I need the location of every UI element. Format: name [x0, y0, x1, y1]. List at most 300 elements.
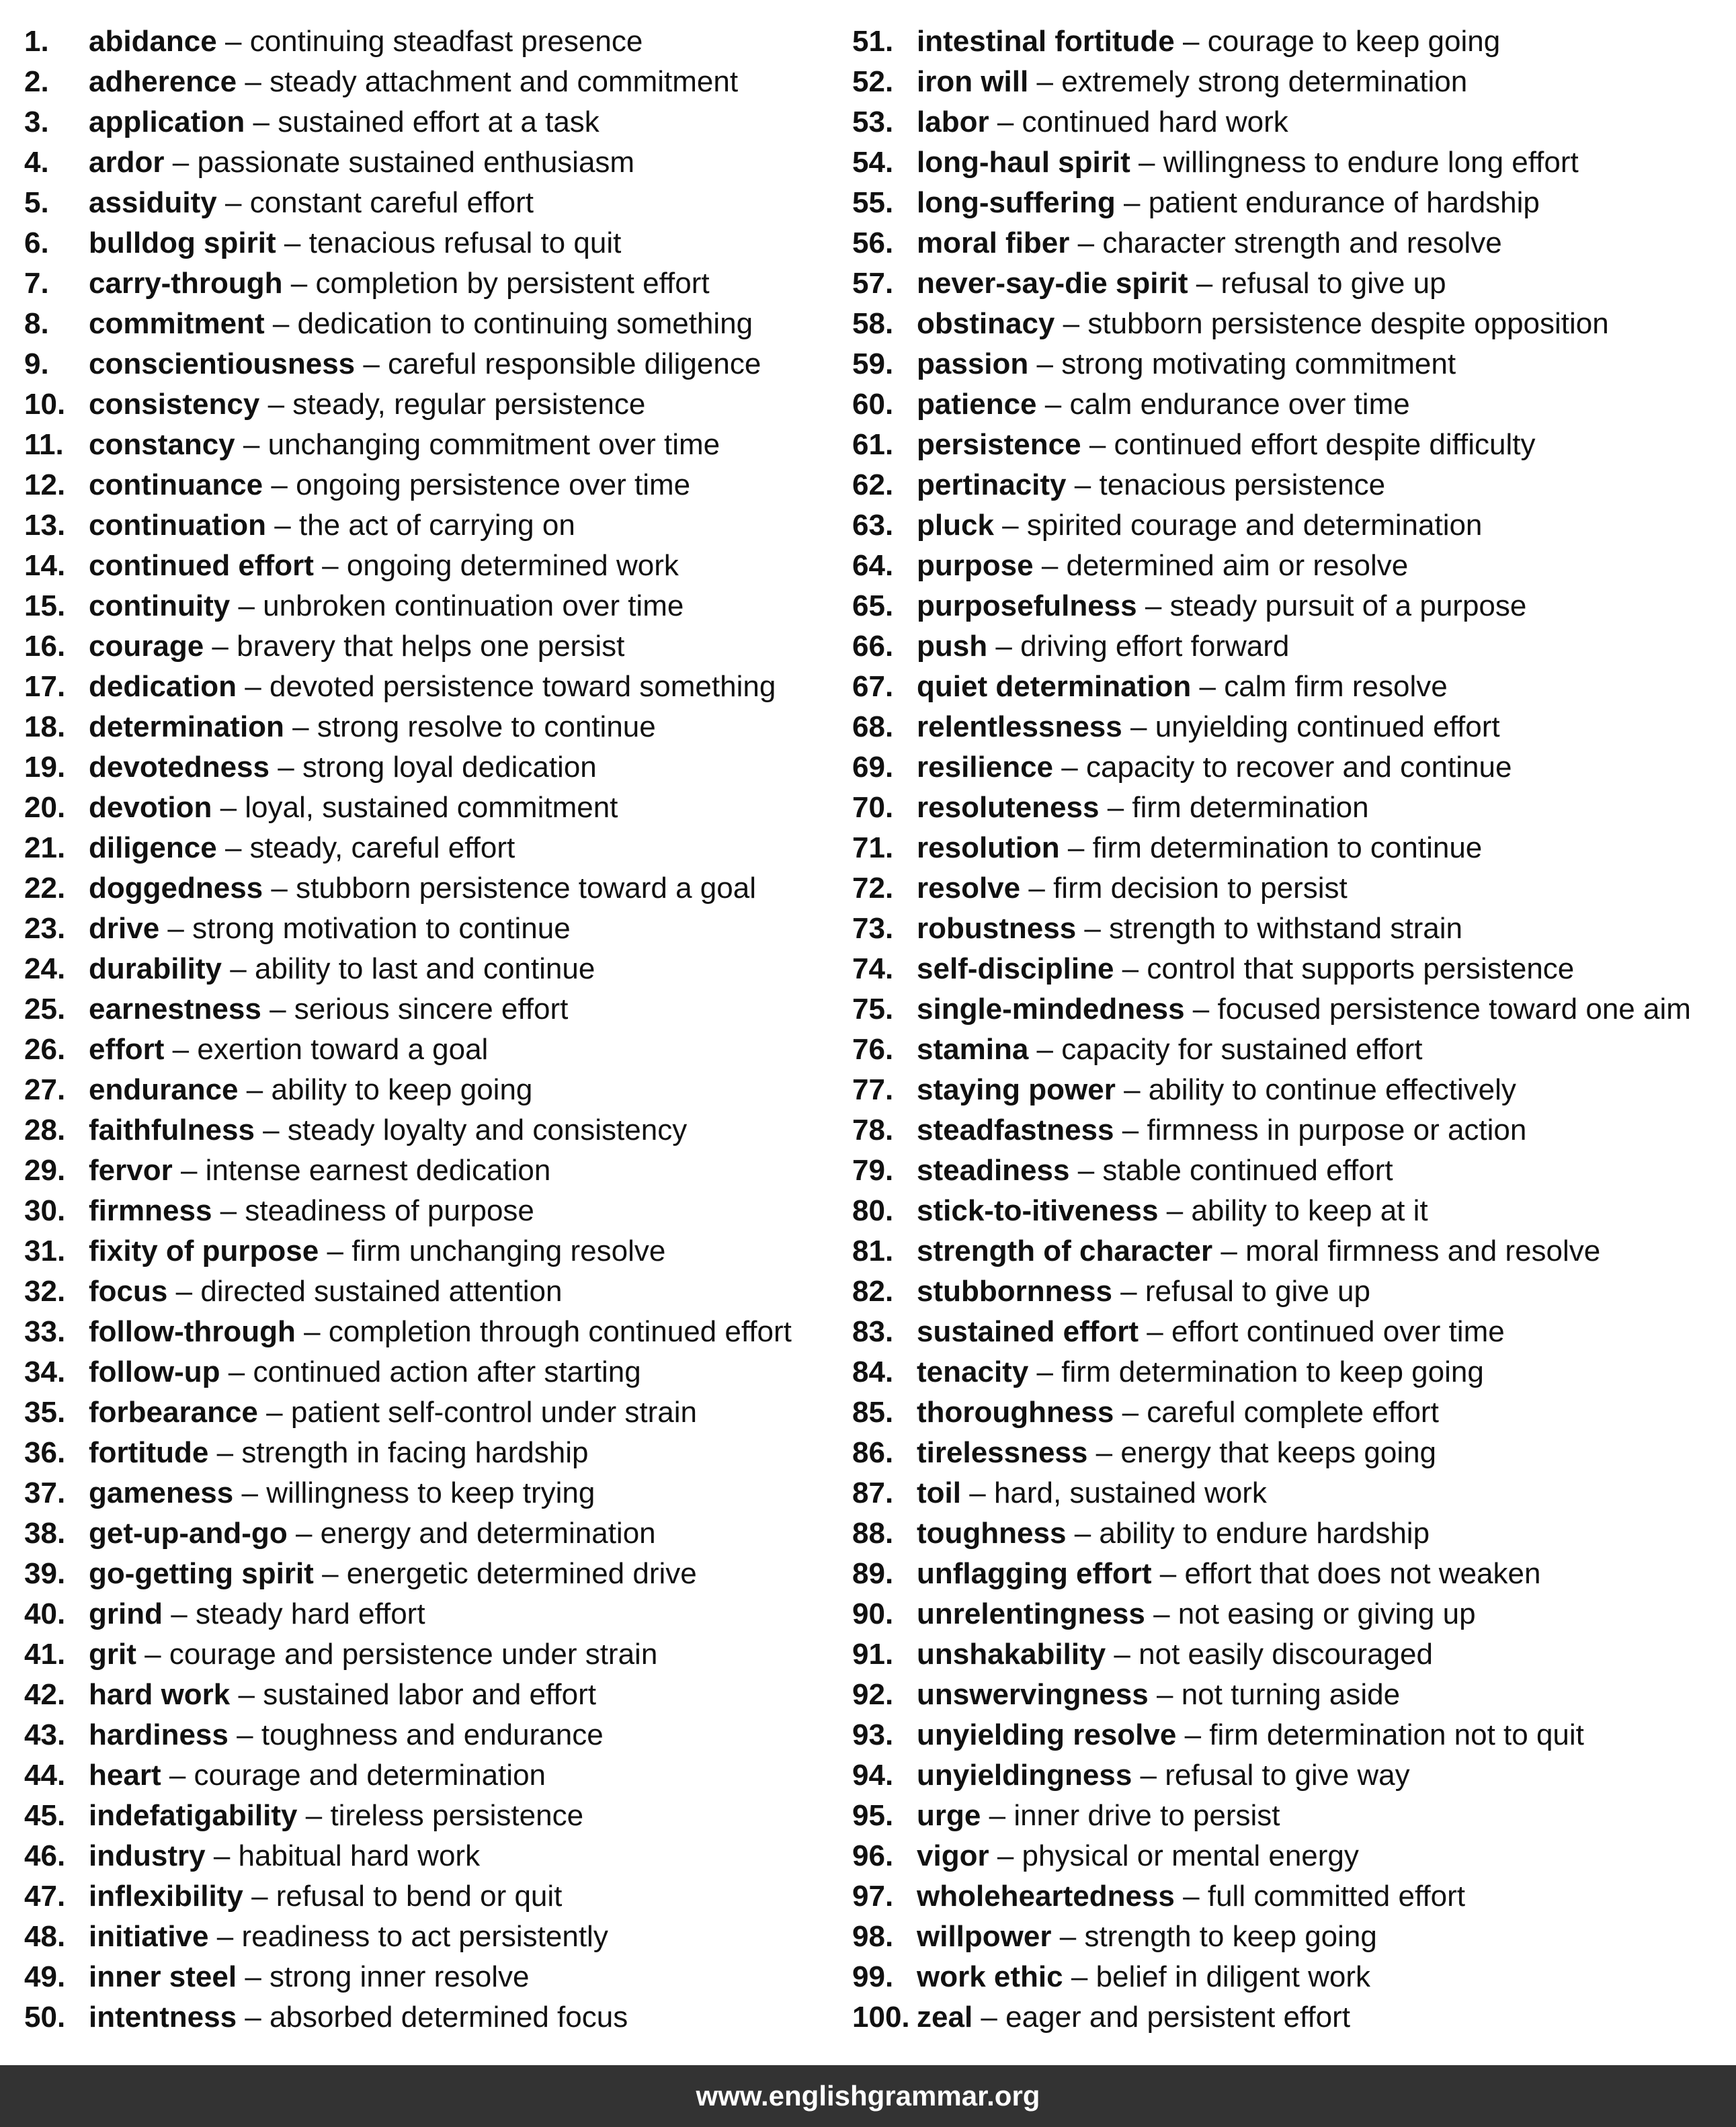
list-item: [24, 384, 831, 425]
item-term: intestinal fortitude: [917, 25, 1175, 58]
item-separator: –: [1145, 589, 1162, 622]
item-definition: spirited courage and determination: [1026, 509, 1483, 542]
item-separator: –: [1140, 1759, 1157, 1792]
item-term: diligence: [89, 831, 217, 864]
item-term: grit: [89, 1638, 136, 1671]
item-number: 97.: [852, 1880, 894, 1913]
list-item: [852, 142, 1726, 183]
list-item: [24, 909, 831, 949]
item-number: 51.: [852, 25, 894, 58]
list-item: [852, 586, 1726, 626]
item-body: [917, 667, 1448, 707]
item-term: quiet determination: [917, 670, 1192, 703]
item-term: courage: [89, 630, 204, 663]
list-item: [24, 586, 831, 626]
item-body: [89, 1796, 583, 1836]
item-separator: –: [995, 630, 1012, 663]
item-term: stubbornness: [917, 1275, 1112, 1308]
item-separator: –: [292, 710, 309, 743]
footer-url: www.englishgrammar.org: [696, 2080, 1040, 2112]
item-definition: stable continued effort: [1102, 1154, 1393, 1187]
item-separator: –: [1184, 1718, 1202, 1751]
item-body: [917, 1473, 1267, 1513]
item-number: 92.: [852, 1678, 894, 1711]
item-separator: –: [997, 1839, 1014, 1872]
item-definition: effort continued over time: [1171, 1315, 1505, 1348]
item-body: [89, 1231, 665, 1271]
item-number: 81.: [852, 1235, 894, 1267]
list-item: [852, 183, 1726, 223]
item-body: [89, 1675, 596, 1715]
item-separator: –: [238, 1678, 255, 1711]
list-item: [852, 62, 1726, 102]
item-body: [917, 142, 1579, 183]
item-body: [89, 1917, 608, 1957]
list-item: [852, 304, 1726, 344]
list-item: [852, 1796, 1726, 1836]
item-body: [89, 1634, 657, 1675]
item-definition: tenacious refusal to quit: [308, 226, 622, 259]
item-body: [917, 1634, 1433, 1675]
item-separator: –: [1074, 1517, 1091, 1550]
item-body: [89, 304, 753, 344]
item-number: 94.: [852, 1759, 894, 1792]
item-number: 18.: [24, 710, 66, 743]
item-definition: firmness in purpose or action: [1147, 1114, 1527, 1146]
item-term: unflagging effort: [917, 1557, 1152, 1590]
item-number: 23.: [24, 912, 66, 945]
item-term: pertinacity: [917, 468, 1067, 501]
item-separator: –: [1159, 1557, 1177, 1590]
item-definition: ability to last and continue: [254, 952, 595, 985]
item-body: [89, 1110, 687, 1151]
item-term: hardiness: [89, 1718, 229, 1751]
item-definition: strength to withstand strain: [1109, 912, 1462, 945]
item-definition: refusal to bend or quit: [276, 1880, 563, 1913]
synonym-list-right-column: [852, 22, 1726, 2038]
list-item: [852, 1715, 1726, 1755]
item-definition: control that supports persistence: [1147, 952, 1575, 985]
list-item: [852, 1594, 1726, 1634]
item-separator: –: [172, 1033, 190, 1066]
list-item: [852, 1312, 1726, 1352]
list-item: [852, 1070, 1726, 1110]
item-body: [917, 1997, 1350, 2038]
item-separator: –: [1041, 549, 1059, 582]
list-item: [24, 1957, 831, 1997]
list-item: [24, 1433, 831, 1473]
item-term: iron will: [917, 65, 1029, 98]
item-separator: –: [1122, 1396, 1139, 1429]
item-body: [917, 546, 1408, 586]
item-number: 21.: [24, 831, 66, 864]
list-item: [852, 1030, 1726, 1070]
item-term: application: [89, 106, 245, 138]
item-number: 53.: [852, 106, 894, 138]
item-number: 52.: [852, 65, 894, 98]
item-definition: ongoing determined work: [346, 549, 679, 582]
item-number: 29.: [24, 1154, 66, 1187]
item-separator: –: [278, 751, 294, 784]
item-separator: –: [245, 1960, 261, 1993]
item-number: 98.: [852, 1920, 894, 1953]
item-definition: readiness to act persistently: [241, 1920, 608, 1953]
item-body: [89, 1957, 529, 1997]
item-number: 88.: [852, 1517, 894, 1550]
item-number: 91.: [852, 1638, 894, 1671]
list-item: [852, 989, 1726, 1030]
item-term: inflexibility: [89, 1880, 243, 1913]
item-number: 16.: [24, 630, 66, 663]
item-separator: –: [284, 226, 301, 259]
list-item: [24, 223, 831, 263]
list-item: [852, 546, 1726, 586]
item-definition: focused persistence toward one aim: [1217, 993, 1691, 1026]
item-body: [89, 1836, 480, 1876]
list-item: [24, 1030, 831, 1070]
list-item: [24, 263, 831, 304]
item-separator: –: [997, 106, 1014, 138]
item-body: [917, 384, 1410, 425]
item-body: [89, 546, 679, 586]
item-term: drive: [89, 912, 160, 945]
item-body: [917, 1554, 1540, 1594]
item-term: purposefulness: [917, 589, 1137, 622]
list-item: [852, 788, 1726, 828]
item-body: [89, 22, 643, 62]
item-number: 64.: [852, 549, 894, 582]
list-item: [852, 505, 1726, 546]
item-number: 11.: [24, 428, 64, 461]
list-item: [852, 626, 1726, 667]
item-number: 32.: [24, 1275, 66, 1308]
list-item: [852, 425, 1726, 465]
item-definition: strong loyal dedication: [302, 751, 597, 784]
list-item: [852, 1513, 1726, 1554]
list-item: [24, 828, 831, 868]
list-item: [24, 1231, 831, 1271]
item-term: resolve: [917, 872, 1021, 905]
item-body: [917, 868, 1348, 909]
item-number: 73.: [852, 912, 894, 945]
item-definition: firm unchanging resolve: [352, 1235, 666, 1267]
item-definition: continuing steadfast presence: [249, 25, 643, 58]
item-body: [89, 1473, 595, 1513]
item-body: [917, 1191, 1428, 1231]
item-number: 15.: [24, 589, 66, 622]
item-term: unswervingness: [917, 1678, 1149, 1711]
item-body: [917, 304, 1609, 344]
item-number: 56.: [852, 226, 894, 259]
list-item: [24, 344, 831, 384]
item-separator: –: [263, 1114, 280, 1146]
list-item: [24, 1836, 831, 1876]
item-body: [89, 102, 600, 142]
item-definition: sustained effort at a task: [278, 106, 600, 138]
item-term: determination: [89, 710, 284, 743]
item-term: self-discipline: [917, 952, 1114, 985]
item-number: 30.: [24, 1194, 66, 1227]
item-body: [917, 22, 1500, 62]
item-separator: –: [224, 25, 242, 58]
list-item: [852, 1231, 1726, 1271]
item-separator: –: [1139, 146, 1155, 179]
item-definition: capacity to recover and continue: [1085, 751, 1512, 784]
item-separator: –: [1192, 993, 1210, 1026]
list-item: [852, 1957, 1726, 1997]
item-body: [89, 989, 568, 1030]
list-item: [852, 667, 1726, 707]
item-body: [917, 1917, 1377, 1957]
item-body: [89, 667, 776, 707]
item-definition: not turning aside: [1181, 1678, 1401, 1711]
item-definition: strength to keep going: [1084, 1920, 1377, 1953]
item-body: [917, 909, 1462, 949]
item-term: moral fiber: [917, 226, 1070, 259]
item-definition: serious sincere effort: [294, 993, 569, 1026]
item-term: relentlessness: [917, 710, 1122, 743]
item-body: [89, 223, 621, 263]
item-definition: steady attachment and commitment: [270, 65, 739, 98]
item-separator: –: [171, 1597, 188, 1630]
item-definition: steady pursuit of a purpose: [1169, 589, 1527, 622]
item-number: 25.: [24, 993, 66, 1026]
item-body: [89, 1191, 534, 1231]
item-number: 20.: [24, 791, 66, 824]
item-number: 74.: [852, 952, 894, 985]
list-item: [24, 1473, 831, 1513]
item-separator: –: [230, 952, 247, 985]
item-definition: tireless persistence: [330, 1799, 584, 1832]
item-term: durability: [89, 952, 222, 985]
item-definition: refusal to give way: [1165, 1759, 1410, 1792]
synonym-list-left-column: [24, 22, 831, 2038]
item-separator: –: [241, 1476, 258, 1509]
item-number: 83.: [852, 1315, 894, 1348]
item-definition: not easing or giving up: [1177, 1597, 1476, 1630]
item-term: steadiness: [917, 1154, 1070, 1187]
item-term: faithfulness: [89, 1114, 255, 1146]
item-definition: ongoing persistence over time: [296, 468, 691, 501]
item-term: go-getting spirit: [89, 1557, 314, 1590]
item-number: 46.: [24, 1839, 66, 1872]
item-body: [89, 505, 575, 546]
item-number: 4.: [24, 146, 49, 179]
item-body: [917, 1271, 1370, 1312]
list-item: [852, 1352, 1726, 1392]
list-item: [852, 828, 1726, 868]
item-definition: devoted persistence toward something: [269, 670, 776, 703]
item-number: 87.: [852, 1476, 894, 1509]
item-term: willpower: [917, 1920, 1052, 1953]
item-number: 70.: [852, 791, 894, 824]
item-separator: –: [969, 1476, 986, 1509]
item-term: toughness: [917, 1517, 1067, 1550]
item-body: [917, 425, 1536, 465]
item-separator: –: [363, 347, 380, 380]
site-footer: [0, 2065, 1736, 2127]
item-body: [89, 626, 624, 667]
item-number: 37.: [24, 1476, 66, 1509]
item-definition: firm determination not to quit: [1209, 1718, 1584, 1751]
item-term: purpose: [917, 549, 1034, 582]
item-body: [89, 1030, 488, 1070]
item-definition: ability to continue effectively: [1148, 1073, 1516, 1106]
list-item: [852, 707, 1726, 747]
list-item: [852, 1755, 1726, 1796]
item-number: 60.: [852, 388, 894, 421]
item-definition: toughness and endurance: [261, 1718, 604, 1751]
list-item: [24, 1151, 831, 1191]
item-definition: unchanging commitment over time: [267, 428, 720, 461]
list-item: [852, 1554, 1726, 1594]
item-definition: strength in facing hardship: [241, 1436, 589, 1469]
item-term: follow-through: [89, 1315, 296, 1348]
item-separator: –: [1130, 710, 1147, 743]
item-body: [89, 1554, 697, 1594]
item-term: ardor: [89, 146, 165, 179]
item-term: devotedness: [89, 751, 270, 784]
item-definition: completion through continued effort: [328, 1315, 792, 1348]
item-body: [89, 707, 656, 747]
item-term: endurance: [89, 1073, 239, 1106]
item-separator: –: [1123, 186, 1141, 219]
item-term: commitment: [89, 307, 265, 340]
item-definition: ability to keep going: [271, 1073, 533, 1106]
list-item: [24, 142, 831, 183]
item-definition: calm firm resolve: [1224, 670, 1448, 703]
item-term: resoluteness: [917, 791, 1100, 824]
item-term: indefatigability: [89, 1799, 298, 1832]
item-term: unshakability: [917, 1638, 1106, 1671]
item-body: [917, 1110, 1526, 1151]
list-item: [852, 1473, 1726, 1513]
item-term: persistence: [917, 428, 1081, 461]
item-separator: –: [245, 670, 261, 703]
item-term: stamina: [917, 1033, 1029, 1066]
list-item: [24, 1312, 831, 1352]
item-number: 2.: [24, 65, 49, 98]
list-item: [852, 1634, 1726, 1675]
item-body: [89, 62, 738, 102]
item-term: unyielding resolve: [917, 1718, 1177, 1751]
item-separator: –: [1077, 226, 1095, 259]
item-number: 24.: [24, 952, 66, 985]
item-definition: capacity for sustained effort: [1061, 1033, 1423, 1066]
item-separator: –: [144, 1638, 161, 1671]
item-number: 95.: [852, 1799, 894, 1832]
item-separator: –: [238, 589, 255, 622]
item-separator: –: [1036, 347, 1053, 380]
item-separator: –: [267, 388, 285, 421]
item-body: [89, 344, 761, 384]
item-term: fixity of purpose: [89, 1235, 319, 1267]
list-item: [24, 1755, 831, 1796]
list-item: [24, 1796, 831, 1836]
item-separator: –: [216, 1436, 234, 1469]
item-separator: –: [322, 549, 339, 582]
item-separator: –: [167, 912, 184, 945]
list-item: [24, 546, 831, 586]
list-item: [24, 1675, 831, 1715]
item-number: 57.: [852, 267, 894, 300]
item-separator: –: [1096, 1436, 1113, 1469]
item-term: single-mindedness: [917, 993, 1185, 1026]
item-term: tenacity: [917, 1356, 1029, 1388]
list-item: [24, 747, 831, 788]
item-separator: –: [1036, 1033, 1054, 1066]
item-definition: unbroken continuation over time: [263, 589, 684, 622]
item-body: [917, 1796, 1280, 1836]
item-definition: full committed effort: [1207, 1880, 1465, 1913]
item-definition: character strength and resolve: [1102, 226, 1502, 259]
item-term: constancy: [89, 428, 235, 461]
item-definition: unyielding continued effort: [1155, 710, 1500, 743]
item-separator: –: [212, 630, 229, 663]
list-item: [24, 788, 831, 828]
item-number: 71.: [852, 831, 894, 864]
item-definition: tenacious persistence: [1099, 468, 1386, 501]
item-body: [89, 1151, 550, 1191]
item-separator: –: [274, 509, 291, 542]
item-definition: extremely strong determination: [1061, 65, 1468, 98]
item-number: 28.: [24, 1114, 66, 1146]
item-number: 99.: [852, 1960, 894, 1993]
item-body: [917, 747, 1512, 788]
list-item: [852, 223, 1726, 263]
list-item: [24, 1271, 831, 1312]
item-definition: sustained labor and effort: [263, 1678, 596, 1711]
item-number: 22.: [24, 872, 66, 905]
list-item: [852, 1836, 1726, 1876]
item-definition: courage and determination: [194, 1759, 546, 1792]
item-term: conscientiousness: [89, 347, 356, 380]
list-item: [24, 1634, 831, 1675]
item-definition: driving effort forward: [1020, 630, 1290, 663]
item-definition: loyal, sustained commitment: [245, 791, 618, 824]
item-number: 65.: [852, 589, 894, 622]
item-term: strength of character: [917, 1235, 1213, 1267]
item-definition: effort that does not weaken: [1184, 1557, 1541, 1590]
item-separator: –: [1067, 831, 1085, 864]
item-body: [917, 989, 1691, 1030]
item-number: 45.: [24, 1799, 66, 1832]
item-number: 6.: [24, 226, 49, 259]
item-definition: strong motivating commitment: [1061, 347, 1456, 380]
item-separator: –: [1120, 1275, 1137, 1308]
item-separator: –: [1124, 1073, 1141, 1106]
item-number: 89.: [852, 1557, 894, 1590]
item-separator: –: [1196, 267, 1213, 300]
item-body: [917, 1030, 1423, 1070]
item-body: [89, 384, 645, 425]
item-number: 7.: [24, 267, 49, 300]
list-item: [24, 465, 831, 505]
item-number: 90.: [852, 1597, 894, 1630]
item-body: [89, 949, 595, 989]
item-number: 84.: [852, 1356, 894, 1388]
item-number: 86.: [852, 1436, 894, 1469]
list-item: [852, 102, 1726, 142]
item-number: 78.: [852, 1114, 894, 1146]
item-number: 49.: [24, 1960, 66, 1993]
item-definition: physical or mental energy: [1022, 1839, 1359, 1872]
item-number: 43.: [24, 1718, 66, 1751]
item-definition: willingness to endure long effort: [1163, 146, 1579, 179]
item-body: [89, 747, 597, 788]
list-item: [852, 1876, 1726, 1917]
item-separator: –: [1107, 791, 1124, 824]
